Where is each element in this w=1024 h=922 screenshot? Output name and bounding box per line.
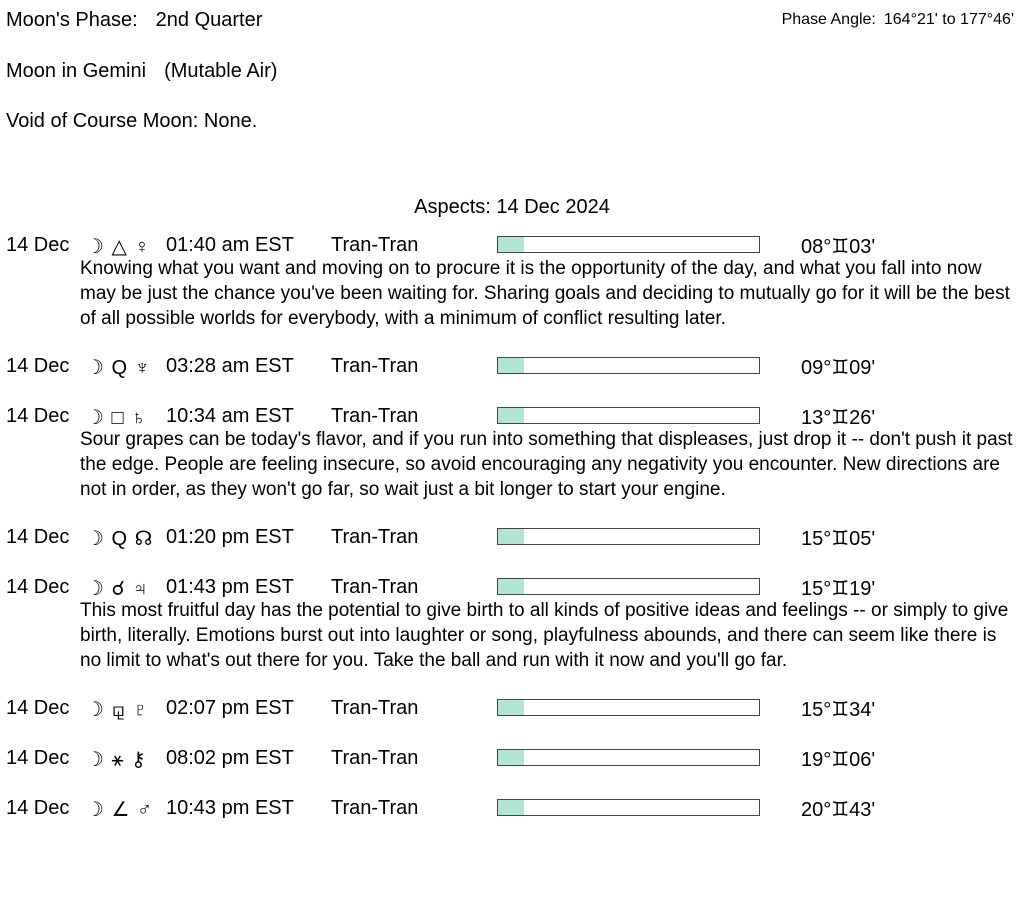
aspect-symbols: ☽ Q ♆	[86, 357, 151, 379]
aspect-date: 14 Dec	[6, 747, 70, 769]
aspect-type: Tran-Tran	[331, 234, 419, 256]
aspect-position: 15°♊05'	[801, 528, 876, 550]
aspect-date: 14 Dec	[6, 526, 70, 548]
aspect-symbols: ☽ □ ♄	[86, 407, 148, 429]
aspect-type: Tran-Tran	[331, 797, 419, 819]
aspect-date: 14 Dec	[6, 697, 70, 719]
aspect-description: Knowing what you want and moving on to procure it is the opportunity of the day, and what you fall into now may be just the chance you've been waiting for. Sharing goals and deciding to mutually go for it will be the best of all possible worlds for everybody, with a minimum of conflict resulting later.	[80, 258, 1010, 329]
aspect-time: 01:43 pm EST	[166, 576, 294, 598]
aspect-strength-fill	[498, 579, 524, 594]
aspect-symbols: ☽ ∠ ♂	[86, 799, 153, 821]
aspect-strength-fill	[498, 750, 524, 765]
aspect-position: 15°♊19'	[801, 578, 876, 600]
aspect-row	[0, 695, 1024, 723]
phase-angle-label: Phase Angle:	[781, 11, 876, 28]
aspect-time: 10:34 am EST	[166, 405, 294, 427]
aspect-date: 14 Dec	[6, 405, 70, 427]
aspect-row	[0, 353, 1024, 381]
aspect-position: 20°♊43'	[801, 799, 876, 821]
aspect-symbols: ☽ Q ☊	[86, 528, 154, 550]
phase-angle-value: 164°21' to 177°46'	[883, 11, 1014, 28]
moon-phase-value: 2nd Quarter	[155, 9, 263, 31]
aspect-position: 09°♊09'	[801, 357, 876, 379]
aspect-symbols: ☽ △ ♀	[86, 236, 151, 258]
aspect-item	[0, 795, 1024, 823]
aspect-symbols: ☽ ☌ ♃	[86, 578, 149, 600]
aspect-time: 01:40 am EST	[166, 234, 294, 256]
aspect-position: 15°♊34'	[801, 699, 876, 721]
aspects-list	[0, 232, 1024, 845]
aspect-strength-fill	[498, 800, 524, 815]
moon-phase-label: Moon's Phase:	[6, 9, 138, 31]
aspect-item	[0, 695, 1024, 723]
aspect-date: 14 Dec	[6, 234, 70, 256]
aspect-item	[0, 574, 1024, 673]
aspect-row	[0, 524, 1024, 552]
aspect-item	[0, 232, 1024, 331]
aspect-strength-bar	[497, 699, 760, 716]
aspect-date: 14 Dec	[6, 576, 70, 598]
aspect-strength-bar	[497, 357, 760, 374]
aspect-strength-fill	[498, 700, 524, 715]
aspect-date: 14 Dec	[6, 797, 70, 819]
aspect-item	[0, 745, 1024, 773]
moon-sign-quality: (Mutable Air)	[164, 60, 278, 82]
void-of-course: Void of Course Moon: None.	[6, 110, 258, 132]
aspect-strength-bar	[497, 799, 760, 816]
moon-sign: Moon in Gemini	[6, 60, 147, 82]
moon-phase-line	[6, 9, 262, 32]
aspect-strength-bar	[497, 528, 760, 545]
aspect-strength-fill	[498, 358, 524, 373]
aspect-description: Sour grapes can be today's flavor, and if you run into something that displeases, just drop it -- don't push it past the edge. People are feeling insecure, so avoid encouraging any negativity you encounter. New directions are not in order, as they won't go far, so wait just a bit longer to start your engine.	[80, 429, 1013, 500]
aspect-type: Tran-Tran	[331, 405, 419, 427]
aspect-position: 08°♊03'	[801, 236, 876, 258]
moon-sign-line	[6, 60, 277, 83]
aspect-symbols: ☽ ⚼ ♇	[86, 699, 149, 721]
aspect-time: 03:28 am EST	[166, 355, 294, 377]
phase-angle-line	[782, 11, 1014, 29]
aspect-type: Tran-Tran	[331, 526, 419, 548]
aspect-strength-fill	[498, 237, 524, 252]
aspect-time: 10:43 pm EST	[166, 797, 294, 819]
aspect-row	[0, 795, 1024, 823]
aspect-row	[0, 745, 1024, 773]
aspect-strength-fill	[498, 529, 524, 544]
aspect-item	[0, 524, 1024, 552]
aspect-item	[0, 403, 1024, 502]
aspect-position: 19°♊06'	[801, 749, 876, 771]
aspect-date: 14 Dec	[6, 355, 70, 377]
aspect-time: 02:07 pm EST	[166, 697, 294, 719]
aspect-type: Tran-Tran	[331, 747, 419, 769]
aspect-description: This most fruitful day has the potential to give birth to all kinds of positive ideas and feelings -- or simply to give birth, literally. Emotions burst out into laughter or song, playfulness abounds, and there can seem like there is no limit to what's out there for you. Take the ball and run with it now and you'll go far.	[80, 600, 1009, 671]
aspect-strength-bar	[497, 578, 760, 595]
aspect-item	[0, 353, 1024, 381]
aspect-row	[0, 403, 1024, 431]
aspect-row	[0, 232, 1024, 260]
aspect-type: Tran-Tran	[331, 355, 419, 377]
aspect-symbols: ☽ ⚹ ⚷	[86, 749, 147, 771]
aspect-strength-bar	[497, 236, 760, 253]
aspect-type: Tran-Tran	[331, 697, 419, 719]
aspect-strength-bar	[497, 749, 760, 766]
aspects-title: Aspects: 14 Dec 2024	[414, 196, 610, 218]
aspect-time: 01:20 pm EST	[166, 526, 294, 548]
aspect-row	[0, 574, 1024, 602]
aspect-strength-fill	[498, 408, 524, 423]
aspect-type: Tran-Tran	[331, 576, 419, 598]
aspect-strength-bar	[497, 407, 760, 424]
aspect-time: 08:02 pm EST	[166, 747, 294, 769]
aspect-position: 13°♊26'	[801, 407, 876, 429]
